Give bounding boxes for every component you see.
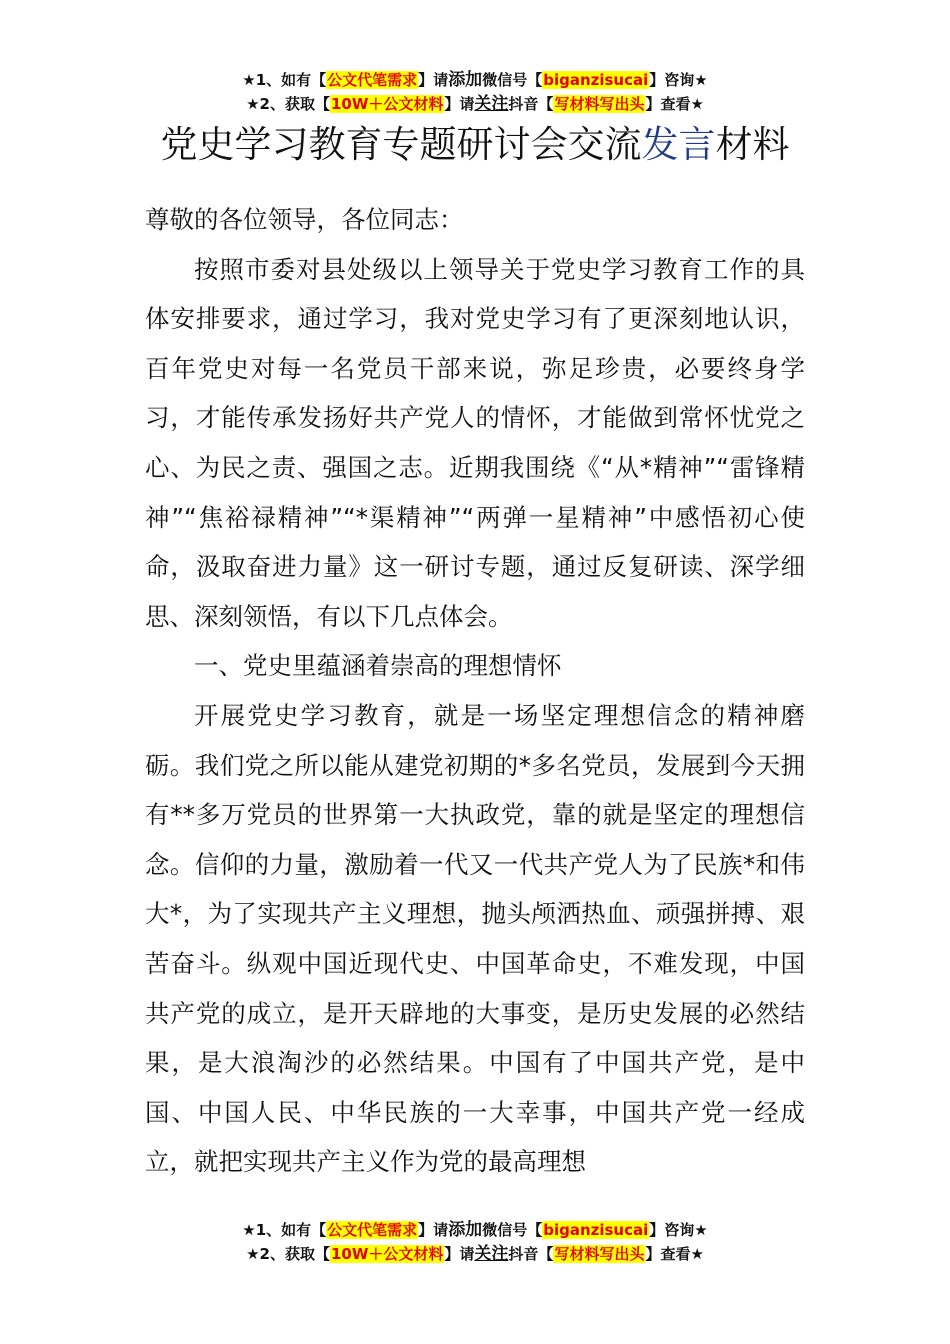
promo-emphasis: 关注 (474, 94, 509, 114)
promo-text: 微信号【 (482, 1221, 543, 1239)
salutation: 尊敬的各位领导，各位同志： (145, 205, 464, 234)
promo-highlight: 公文代笔需求 (327, 1221, 418, 1239)
title-end: 材料 (715, 123, 790, 166)
promo-highlight: 10W＋公文材料 (330, 95, 444, 113)
promo-emphasis: 关注 (474, 1244, 509, 1264)
promo-text: ★2、获取【 (246, 1245, 330, 1263)
promo-line-2 (0, 92, 950, 116)
promo-highlight: 公文代笔需求 (327, 71, 418, 89)
promo-text: ★2、获取【 (246, 95, 330, 113)
promo-highlight: 10W＋公文材料 (330, 1245, 444, 1263)
title-accent: 发言 (641, 123, 716, 166)
promo-line-1 (0, 1218, 950, 1242)
bottom-promo-banner (0, 1218, 950, 1266)
document-title (0, 120, 950, 170)
promo-text: 抖音【 (508, 95, 554, 113)
promo-text: 】查看★ (645, 95, 704, 113)
promo-wechat-id: biganzisucai (543, 1221, 649, 1239)
promo-emphasis: 添加 (448, 1220, 483, 1240)
section-heading: 一、党史里蕴涵着崇高的理想情怀 (194, 651, 562, 681)
promo-text: ★1、如有【 (242, 71, 327, 89)
promo-text: 】请 (418, 1221, 449, 1239)
promo-text: 】咨询★ (649, 71, 708, 89)
document-body (145, 195, 805, 1187)
promo-text: 】咨询★ (649, 1221, 708, 1239)
title-main: 党史学习教育专题研讨会交流 (160, 123, 642, 166)
promo-wechat-id: biganzisucai (543, 71, 649, 89)
paragraph: 按照市委对县处级以上领导关于党史学习教育工作的具体安排要求，通过学习，我对党史学习有了更深刻地认识，百年党史对每一名党员干部来说，弥足珍贵，必要终身学习，才能传承发扬好共产党人的情怀，才能做到常怀忧党之心、为民之责、强国之志。近期我围绕《“从*精神”“雷锋精神”“焦裕禄精神”“*渠精神”“两弹一星精神”中感悟初心使命，汲取奋进力量》这一研讨专题，通过反复研读、深学细思、深刻领悟，有以下几点体会。 (145, 254, 805, 631)
promo-emphasis: 添加 (448, 70, 483, 90)
promo-text: ★1、如有【 (242, 1221, 327, 1239)
promo-douyin-id: 写材料写出头 (554, 1245, 645, 1263)
promo-text: 】请 (444, 95, 475, 113)
promo-line-2 (0, 1242, 950, 1266)
promo-line-1 (0, 68, 950, 92)
promo-text: 】请 (418, 71, 449, 89)
promo-text: 抖音【 (508, 1245, 554, 1263)
promo-douyin-id: 写材料写出头 (554, 95, 645, 113)
promo-text: 】请 (444, 1245, 475, 1263)
promo-text: 】查看★ (645, 1245, 704, 1263)
top-promo-banner (0, 68, 950, 116)
paragraph: 开展党史学习教育，就是一场坚定理想信念的精神磨砺。我们党之所以能从建党初期的*多名党员，发展到今天拥有**多万党员的世界第一大执政党，靠的就是坚定的理想信念。信仰的力量，激励着一代又一代共产党人为了民族*和伟大*，为了实现共产主义理想，抛头颅洒热血、顽强拼搏、艰苦奋斗。纵观中国近现代史、中国革命史，不难发现，中国共产党的成立，是开天辟地的大事变，是历史发展的必然结果，是大浪淘沙的必然结果。中国有了中国共产党，是中国、中国人民、中华民族的一大幸事，中国共产党一经成立，就把实现共产主义作为党的最高理想 (145, 700, 805, 1177)
promo-text: 微信号【 (482, 71, 543, 89)
